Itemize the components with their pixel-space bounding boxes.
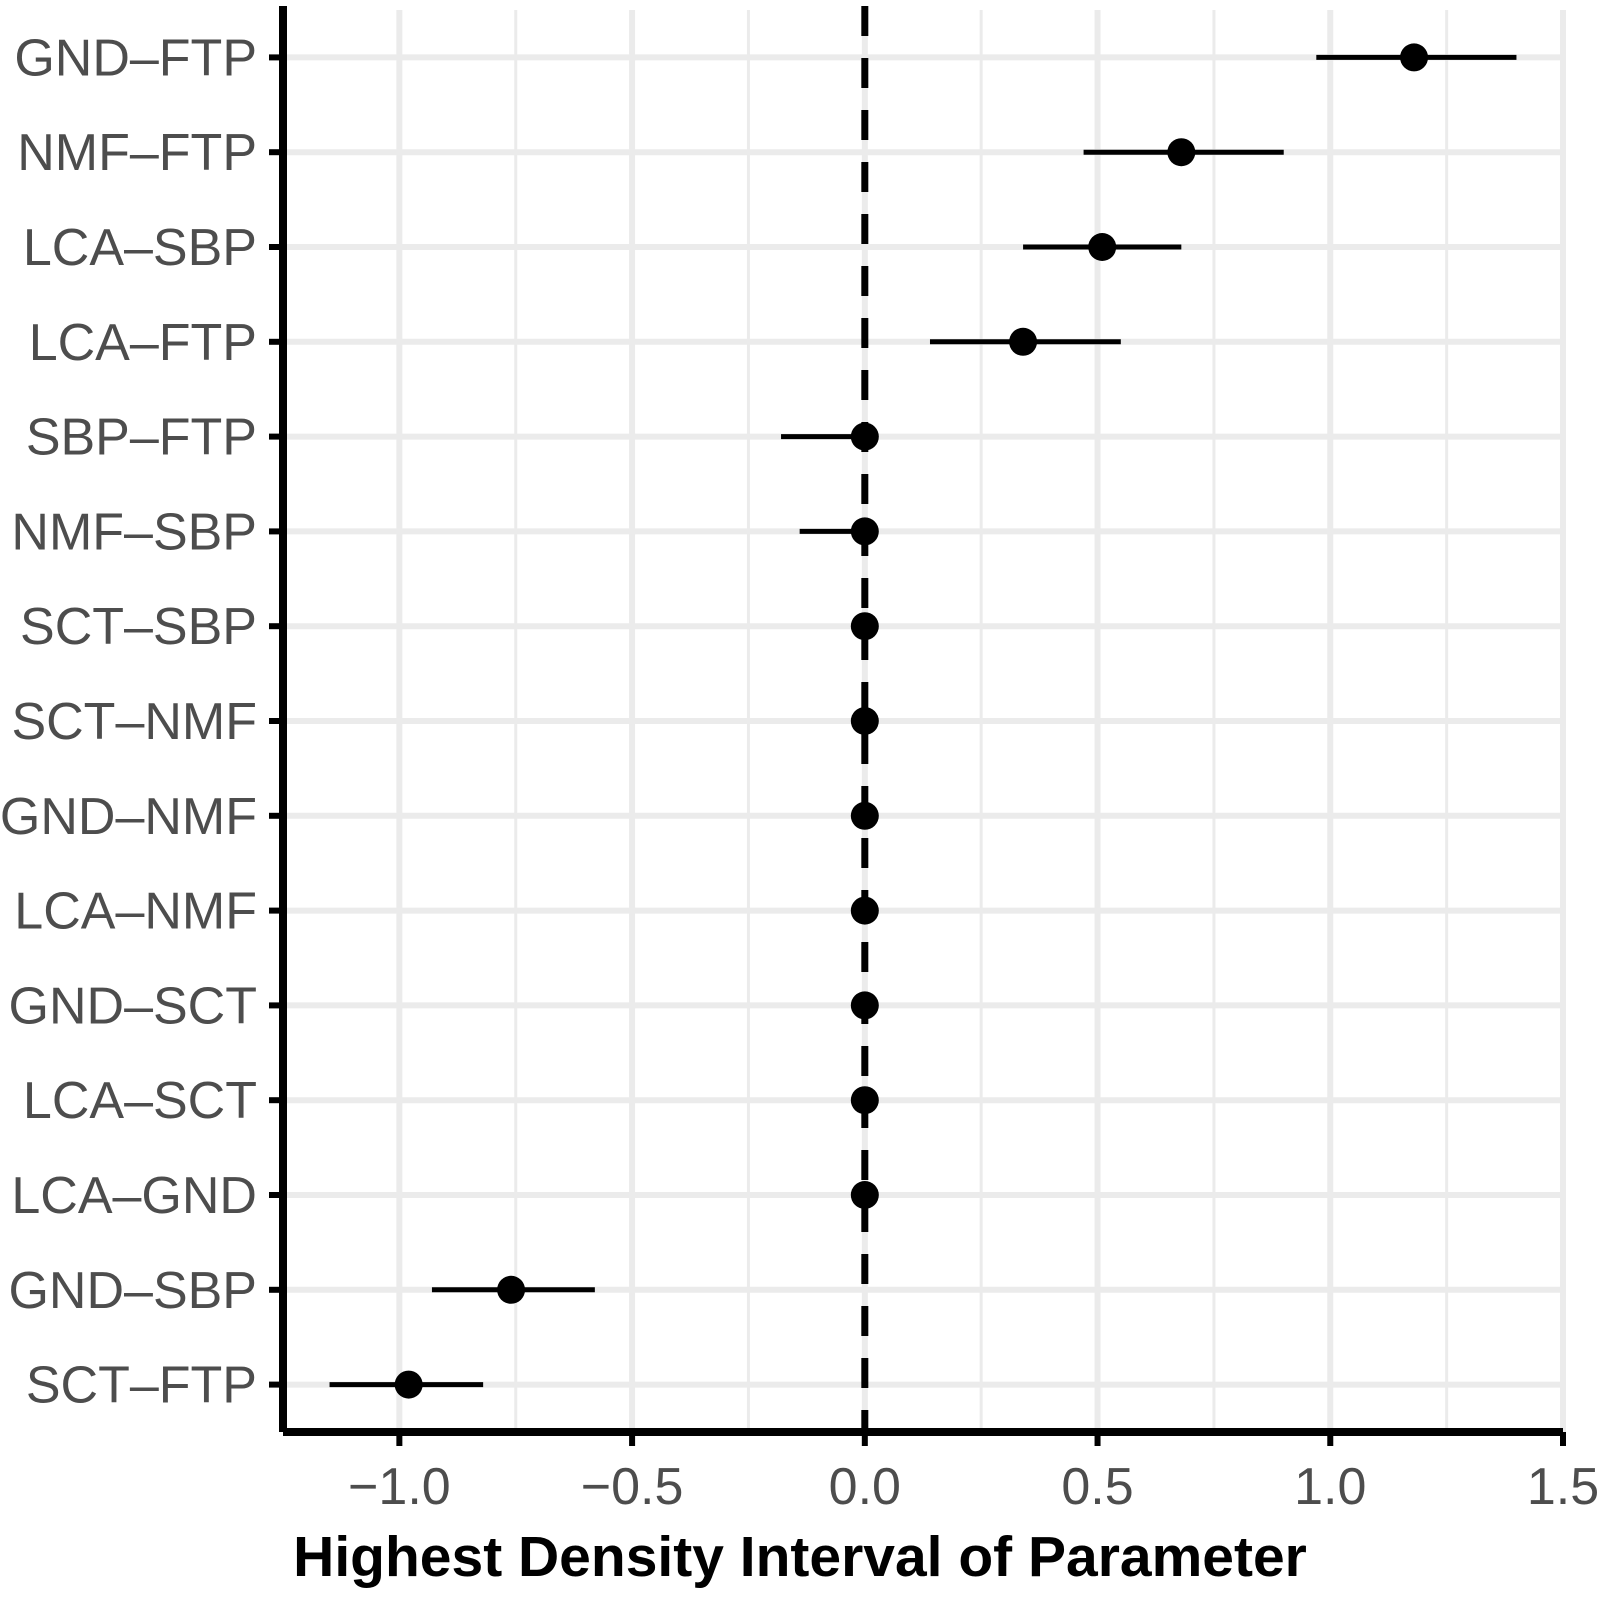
y-tick-label: GND–SCT	[8, 977, 257, 1036]
interval-row	[851, 802, 879, 830]
estimate-point	[851, 897, 879, 925]
x-tick-label: 1.5	[1526, 1458, 1600, 1516]
estimate-point	[851, 802, 879, 830]
estimate-point	[1088, 233, 1116, 261]
estimate-point	[851, 612, 879, 640]
interval-row	[851, 991, 879, 1019]
estimate-point	[1167, 138, 1195, 166]
y-tick-label: GND–FTP	[14, 29, 257, 88]
estimate-point	[851, 517, 879, 545]
estimate-point	[851, 707, 879, 735]
y-tick-label: SBP–FTP	[25, 408, 257, 467]
x-tick-label: 0.0	[828, 1458, 901, 1516]
y-tick-label: GND–NMF	[0, 787, 257, 846]
interval-row	[851, 1181, 879, 1209]
y-tick-label: GND–SBP	[8, 1261, 257, 1320]
y-tick-label: SCT–SBP	[20, 598, 257, 657]
y-tick-label: LCA–FTP	[28, 313, 257, 372]
estimate-point	[1009, 328, 1037, 356]
y-tick-label: LCA–GND	[11, 1167, 257, 1225]
estimate-point	[851, 991, 879, 1019]
interval-row	[851, 612, 879, 640]
y-tick-label: LCA–SBP	[22, 219, 257, 277]
y-tick-label: LCA–NMF	[14, 882, 257, 941]
interval-row	[851, 897, 879, 925]
x-tick-label: 1.0	[1294, 1458, 1367, 1516]
y-tick-label: SCT–NMF	[11, 693, 257, 751]
y-tick-label: SCT–FTP	[25, 1356, 257, 1415]
estimate-point	[851, 423, 879, 451]
y-tick-label: LCA–SCT	[22, 1072, 257, 1131]
interval-row	[851, 1086, 879, 1114]
y-tick-label: NMF–SBP	[11, 503, 257, 562]
x-tick-label: −1.0	[348, 1458, 451, 1516]
x-axis-title: Highest Density Interval of Parameter	[293, 1525, 1307, 1589]
estimate-point	[395, 1371, 423, 1399]
estimate-point	[497, 1276, 525, 1304]
interval-row	[851, 707, 879, 735]
estimate-point	[851, 1086, 879, 1114]
x-tick-label: −0.5	[580, 1458, 684, 1516]
estimate-point	[851, 1181, 879, 1209]
x-tick-label: 0.5	[1061, 1458, 1134, 1516]
estimate-point	[1400, 43, 1428, 71]
y-axis-tick-labels	[0, 29, 257, 1414]
y-tick-label: NMF–FTP	[17, 124, 257, 183]
